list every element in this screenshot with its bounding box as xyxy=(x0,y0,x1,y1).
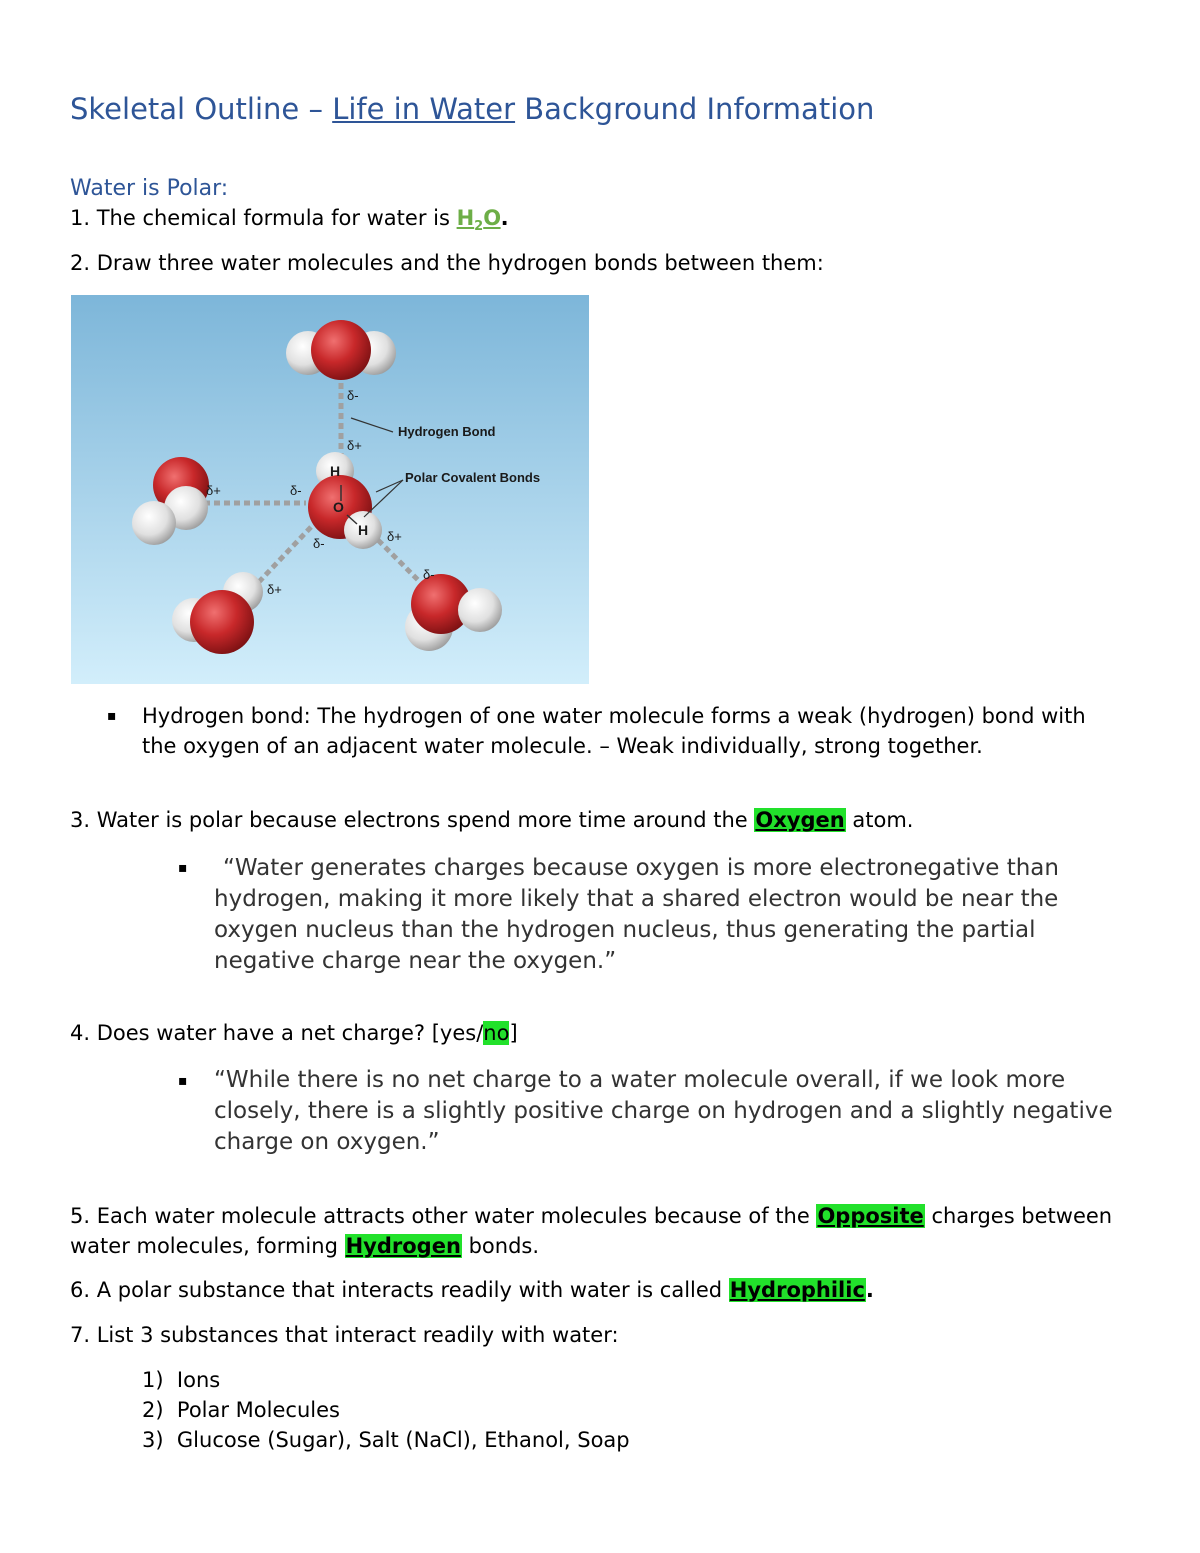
list-item: 2) Polar Molecules xyxy=(142,1398,340,1422)
hydrogen-bond-definition: Hydrogen bond: The hydrogen of one water molecule forms a weak (hydrogen) bond with the oxygen of an adjacent water molecule. – Weak individually, strong together. xyxy=(142,704,1086,758)
delta-label: δ- xyxy=(347,388,359,403)
section-heading: Water is Polar: xyxy=(70,176,229,201)
question-5: 5. Each water molecule attracts other water molecules because of the Opposite charges between water molecules, forming Hydrogen bonds. xyxy=(70,1204,1113,1258)
list-item: 1) Ions xyxy=(142,1368,221,1392)
title-prefix: Skeletal Outline – xyxy=(70,92,333,126)
question-3-answer: Oxygen xyxy=(755,808,845,832)
polar-covalent-label: Polar Covalent Bonds xyxy=(405,470,541,485)
question-5-answer-2: Hydrogen xyxy=(345,1234,461,1258)
delta-label: δ+ xyxy=(267,582,282,597)
question-7: 7. List 3 substances that interact readily with water: xyxy=(70,1323,619,1347)
list-item: 3) Glucose (Sugar), Salt (NaCl), Ethanol, Soap xyxy=(142,1428,630,1452)
quote-net-charge: “While there is no net charge to a water molecule overall, if we look more closely, there is a slightly positive charge on hydrogen and a slightly negative charge on oxygen.” xyxy=(214,1067,1113,1155)
h-atom-label-right: H xyxy=(358,522,369,538)
o-atom-label: O xyxy=(333,499,344,515)
delta-label: δ- xyxy=(313,536,325,551)
question-3: 3. Water is polar because electrons spend more time around the Oxygen atom. xyxy=(70,808,914,832)
page-title xyxy=(70,92,874,126)
hydrogen-bond-label: Hydrogen Bond xyxy=(398,424,496,439)
delta-label: δ- xyxy=(290,483,302,498)
question-4-answer: no xyxy=(483,1021,510,1045)
h-atom-label-top: H xyxy=(330,463,341,479)
title-underlined: Life in Water xyxy=(332,92,516,126)
question-6: 6. A polar substance that interacts readily with water is called Hydrophilic. xyxy=(70,1278,874,1302)
delta-label: δ+ xyxy=(347,438,362,453)
quote-electronegativity: “Water generates charges because oxygen is more electronegative than hydrogen, making it more likely that a shared electron would be near the oxygen nucleus than the hydrogen nucleus, thus generating the partial negative charge near the oxygen.” xyxy=(214,855,1059,974)
delta-label: δ+ xyxy=(387,529,402,544)
question-4: 4. Does water have a net charge? [yes/no] xyxy=(70,1021,518,1045)
delta-label: δ+ xyxy=(206,483,221,498)
question-1: 1. The chemical formula for water is $H_2O$. xyxy=(70,206,509,235)
bullet-marker: ▪ xyxy=(178,860,188,876)
question-5-answer-1: Opposite xyxy=(817,1204,924,1228)
question-1-text: 1. The chemical formula for water is xyxy=(70,206,457,230)
bullet-marker: ▪ xyxy=(178,1073,188,1089)
question-6-answer: Hydrophilic xyxy=(729,1278,865,1302)
delta-label: δ- xyxy=(423,567,435,582)
water-hydrogen-bond-figure xyxy=(71,295,589,684)
title-suffix: Background Information xyxy=(515,92,875,126)
question-1-answer: $H_2O$ xyxy=(456,206,501,235)
bullet-marker: ▪ xyxy=(107,708,117,724)
question-2: 2. Draw three water molecules and the hydrogen bonds between them: xyxy=(70,251,824,275)
